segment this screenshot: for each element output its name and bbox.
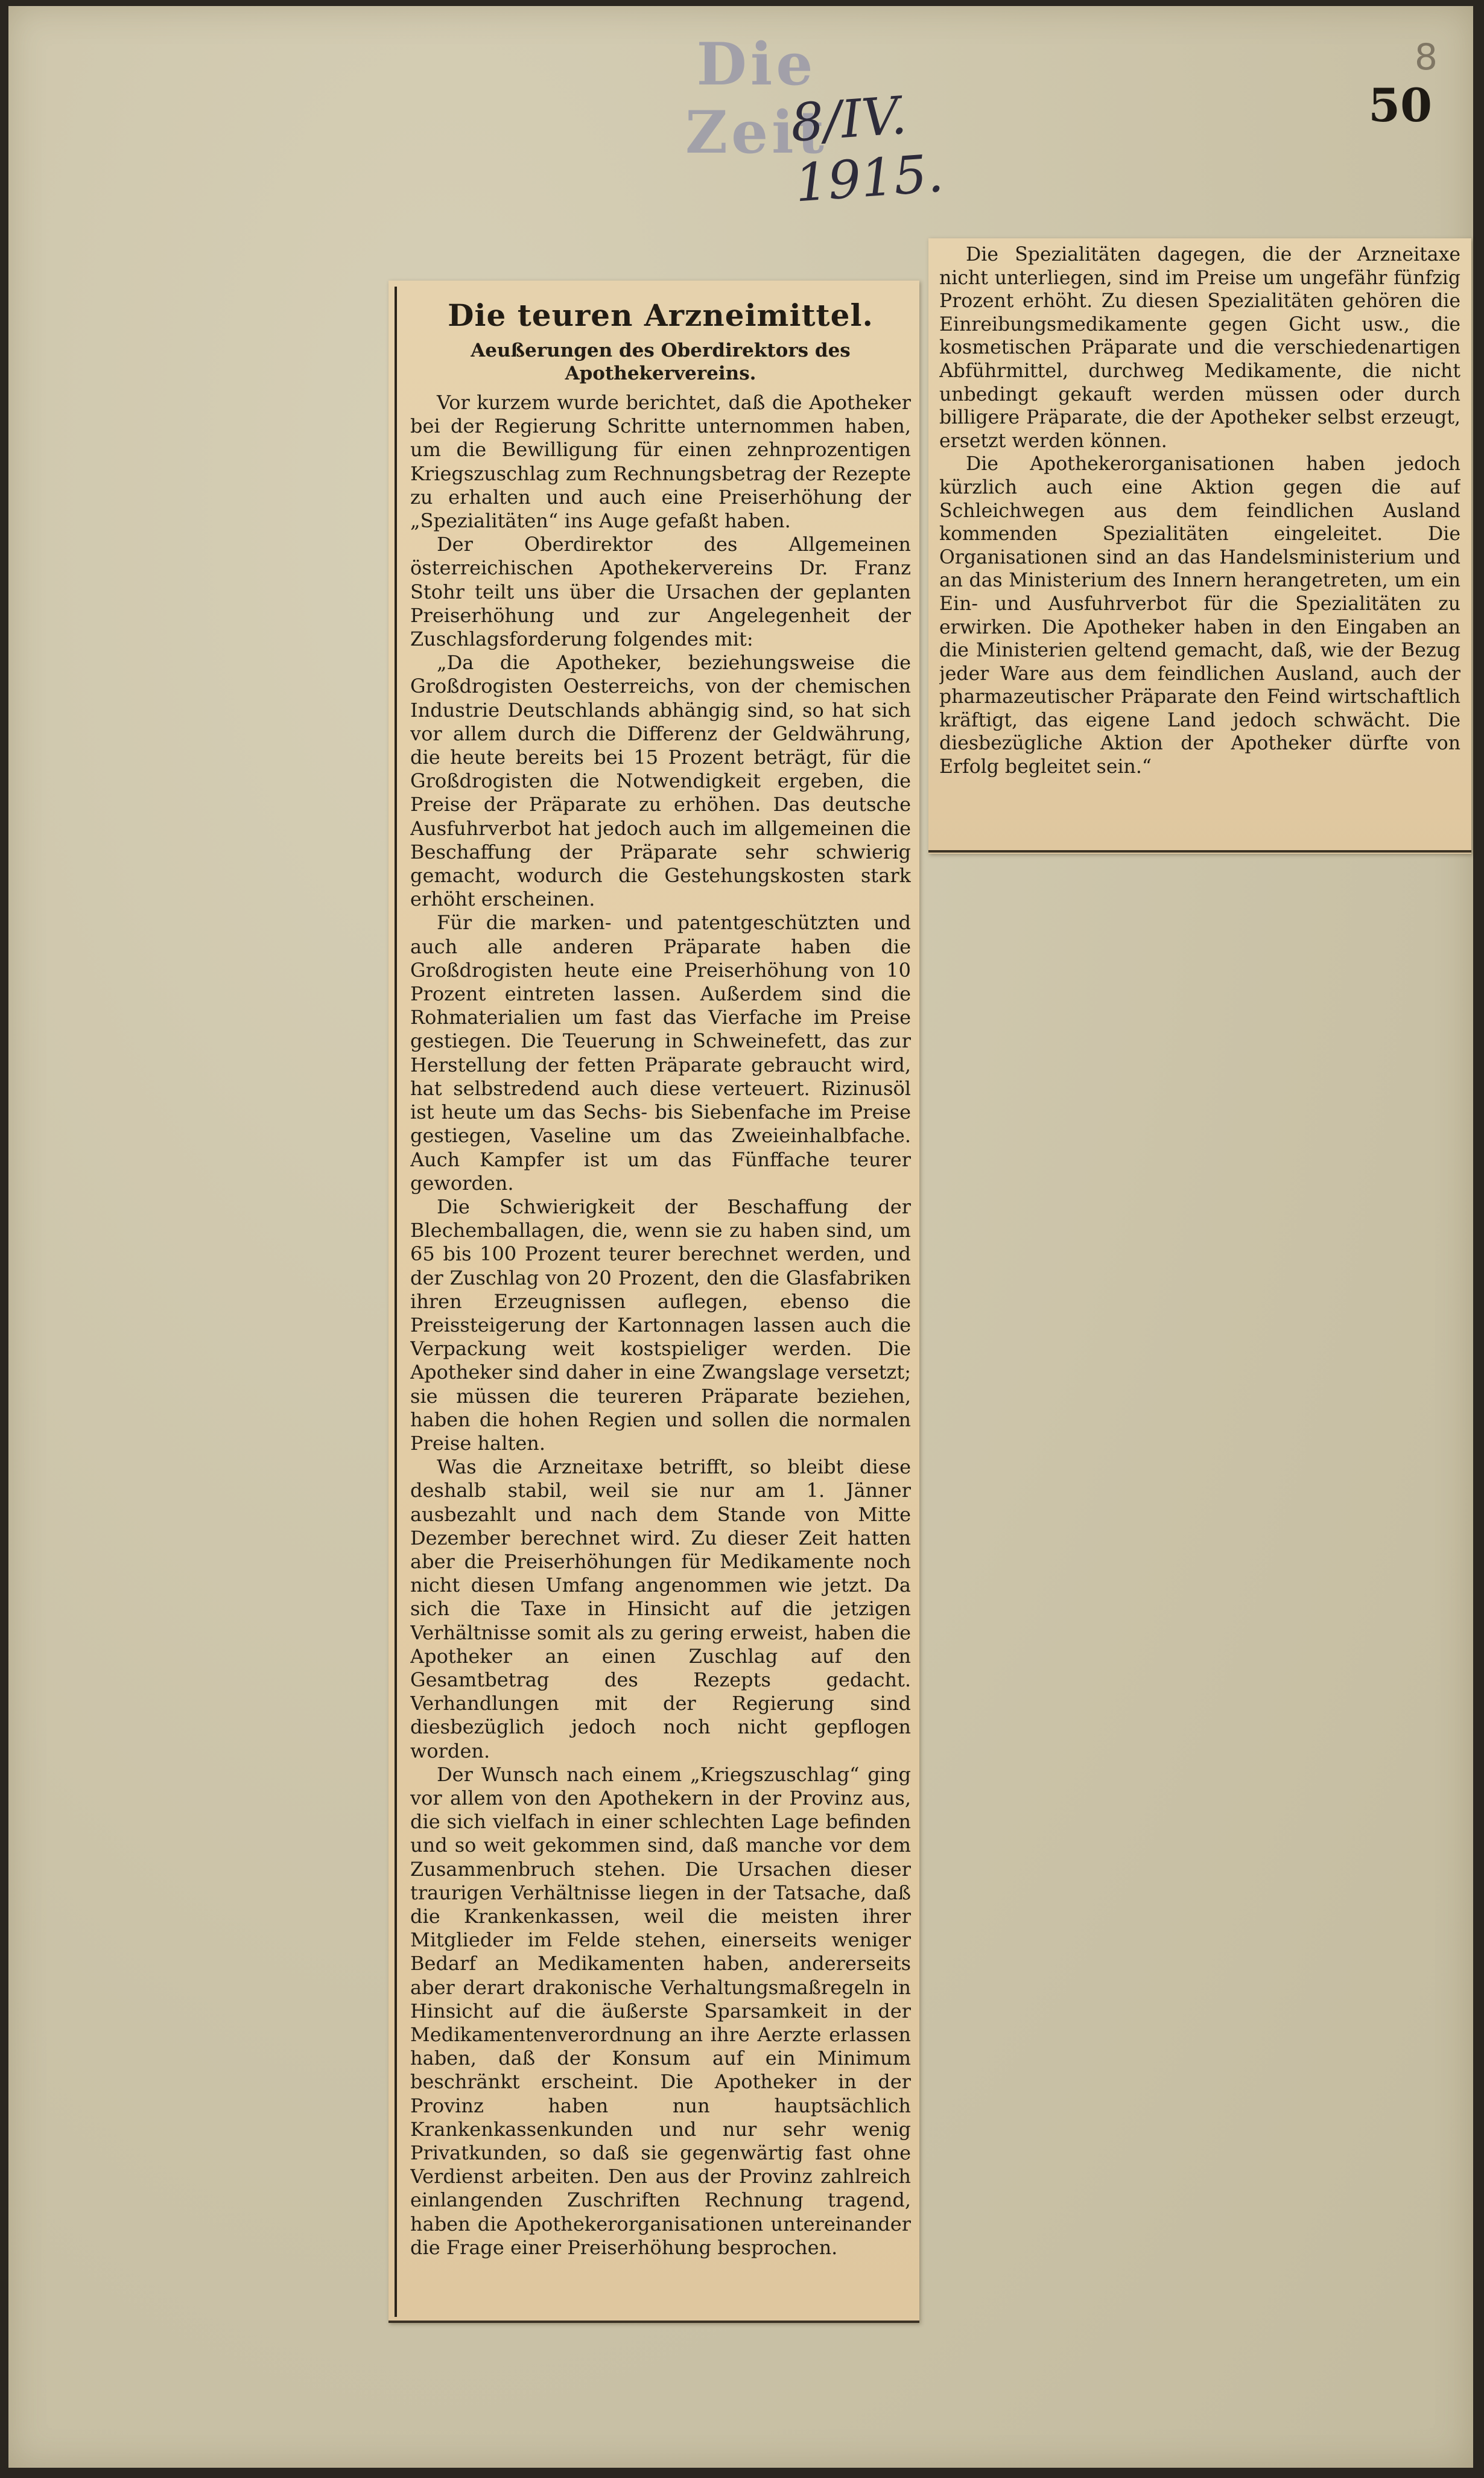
paragraph: Für die marken- und patentgeschützten und auch alle anderen Präparate haben die Großdrogisten heute eine Preiserhöhung von 10 Prozent eintreten lassen. Außerdem sind die Rohmaterialien um fast das Vierfache im Preise gestiegen. Die Teuerung in Schweinefett, das zur Herstellung der fetten Präparate gebraucht wird, hat selbstredend auch diese verteuert. Rizinusöl ist heute um das Sechs- bis Siebenfache im Preise gestiegen, Vaseline um das Zweieinhalbfache. Auch Kampfer ist um das Fünffache teurer geworden. — [410, 911, 911, 1195]
paragraph: Die Schwierigkeit der Beschaffung der Blechemballagen, die, wenn sie zu haben sind, um 65 bis 100 Prozent teurer berechnet werden, und der Zuschlag von 20 Prozent, den die Glasfabriken ihren Erzeugnissen auflegen, ebenso die Preissteigerung der Kartonnagen lassen auch die Verpackung weit kostspieliger werden. Die Apotheker sind daher in eine Zwangslage versetzt; sie müssen die teureren Präparate beziehen, haben die hohen Regien und sollen die normalen Preise halten. — [410, 1195, 911, 1455]
bottom-rule — [928, 850, 1471, 853]
article-headline: Die teuren Arzneimittel. — [448, 297, 874, 333]
page-number: 50 — [1368, 78, 1432, 132]
paragraph: Vor kurzem wurde berichtet, daß die Apotheker bei der Regierung Schritte unternommen haben, um die Bewilligung für einen zehnprozentigen Kriegszuschlag zum Rechnungsbetrag der Rezepte zu erhalten und auch eine Preiserhöhung der „Spezialitäten“ ins Auge gefaßt haben. — [410, 391, 911, 533]
paragraph: Der Wunsch nach einem „Kriegszuschlag“ ging vor allem von den Apothekern in der Provinz aus, die sich vielfach in einer schlechten Lage befinden und so weit gekommen sind, daß manche vor dem Zusammenbruch stehen. Die Ursachen dieser traurigen Verhältnisse liegen in der Tatsache, daß die Krankenkassen, weil die meisten ihrer Mitglieder im Felde stehen, einerseits weniger Bedarf an Medikamenten haben, andererseits aber derart drakonische Verhaltungsmaßregeln in Hinsicht auf die äußerste Sparsamkeit in der Medikamentenverordnung an ihre Aerzte erlassen haben, daß der Konsum auf ein Minimum beschränkt erscheint. Die Apotheker in der Provinz haben nun hauptsächlich Krankenkassenkunden und nur sehr wenig Privatkunden, so daß sie gegenwärtig fast ohne Verdienst arbeiten. Den aus der Provinz zahlreich einlangenden Zuschriften Rechnung tragend, haben die Apothekerorganisationen untereinander die Frage einer Preiserhöhung besprochen. — [410, 1762, 911, 2259]
handwritten-date: 8/IV. 1915. — [788, 85, 946, 214]
pencil-number: 8 — [1414, 36, 1438, 78]
paragraph: Die Apothekerorganisationen haben jedoch kürzlich auch eine Aktion gegen die auf Schleichwegen aus dem feindlichen Ausland kommenden Spezialitäten eingeleitet. Die Organisationen sind an das Handelsministerium und an das Ministerium des Innern herangetreten, um ein Ein- und Ausfuhrverbot für die Spezialitäten zu erwirken. Die Apotheker haben in den Eingaben an die Ministerien geltend gemacht, daß, wie der Bezug jeder Ware aus dem feindlichen Ausland, auch der pharmazeutischer Präparate den Feind wirtschaftlich kräftigt, das eigene Land jedoch schwächt. Die diesbezügliche Aktion der Apotheker dürfte von Erfolg begleitet sein.“ — [939, 453, 1460, 778]
paragraph: Der Oberdirektor des Allgemeinen österreichischen Apothekervereins Dr. Franz Stohr teilt uns über die Ursachen der geplanten Preiserhöhung und zur Angelegenheit der Zuschlagsforderung folgendes mit: — [410, 533, 911, 651]
article-subheadline: Aeußerungen des Oberdirektors des Apothekervereins. — [471, 340, 851, 384]
paragraph: „Da die Apotheker, beziehungsweise die Großdrogisten Oesterreichs, von der chemischen Industrie Deutschlands abhängig sind, so hat sich vor allem durch die Differenz der Geldwährung, die heute bereits bei 15 Prozent beträgt, für die Großdrogisten die Notwendigkeit ergeben, die Preise der Präparate zu erhöhen. Das deutsche Ausfuhrverbot hat jedoch auch im allgemeinen die Beschaffung der Präparate sehr schwierig gemacht, wodurch die Gestehungskosten stark erhöht erscheinen. — [410, 651, 911, 911]
clipping-left-content — [410, 291, 911, 2317]
clipping-right-content — [939, 243, 1460, 848]
archive-sheet — [8, 6, 1473, 2468]
clipping-left — [388, 281, 919, 2323]
column-rule — [395, 287, 397, 2317]
newspaper-stamp: Die Zeit — [685, 30, 828, 167]
paragraph: Was die Arzneitaxe betrifft, so bleibt diese deshalb stabil, weil sie nur am 1. Jänner ausbezahlt und nach dem Stande von Mitte Dezember berechnet wird. Zu dieser Zeit hatten aber die Preiserhöhungen für Medikamente noch nicht diesen Umfang angenommen wie jetzt. Da sich die Taxe in Hinsicht auf die jetzigen Verhältnisse somit als zu gering erweist, haben die Apotheker an einen Zuschlag auf den Gesamtbetrag des Rezepts gedacht. Verhandlungen mit der Regierung sind diesbezüglich jedoch noch nicht gepflogen worden. — [410, 1455, 911, 1762]
clipping-right — [928, 238, 1471, 854]
paragraph: Die Spezialitäten dagegen, die der Arzneitaxe nicht unterliegen, sind im Preise um ungefähr fünfzig Prozent erhöht. Zu diesen Spezialitäten gehören die Einreibungsmedikamente gegen Gicht usw., die kosmetischen Präparate und die verschiedenartigen Abführmittel, durchweg Medikamente, die nicht unbedingt gekauft werden müssen oder durch billigere Präparate, die der Apotheker selbst erzeugt, ersetzt werden können. — [939, 244, 1460, 452]
bottom-rule — [388, 2321, 919, 2323]
